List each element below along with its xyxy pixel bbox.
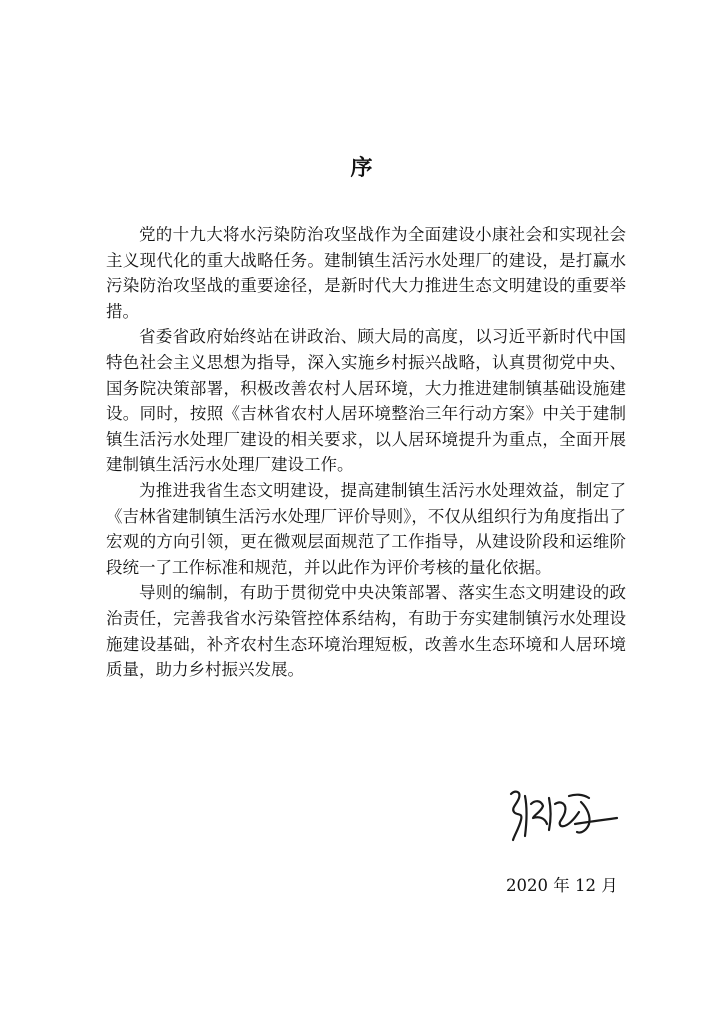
paragraph-2: 省委省政府始终站在讲政治、顾大局的高度，以习近平新时代中国特色社会主义思想为指导，深入实施乡村振兴战略，认真贯彻党中央、国务院决策部署，积极改善农村人居环境，大力推进建制镇基础设施建设。同时，按照《吉林省农村人居环境整治三年行动方案》中关于建制镇生活污水处理厂建设的相关要求，以人居环境提升为重点，全面开展建制镇生活污水处理厂建设工作。 [106,327,626,475]
date-line: 2020 年 12 月 [506,876,618,895]
paragraph-4: 导则的编制，有助于贯彻党中央决策部署、落实生态文明建设的政治责任，完善我省水污染管控体系结构，有助于夯实建制镇污水处理设施建设基础，补齐农村生态环境治理短板，改善水生态环境和人居环境质量，助力乡村振兴发展。 [106,583,626,680]
handwritten-signature [505,782,620,848]
page-title: 序 [350,156,375,181]
paragraph-1: 党的十九大将水污染防治攻坚战作为全面建设小康社会和实现社会主义现代化的重大战略任务。建制镇生活污水处理厂的建设，是打赢水污染防治攻坚战的重要途径，是新时代大力推进生态文明建设的重要举措。 [106,225,626,321]
preface-body [106,222,626,683]
paragraph-3: 为推进我省生态文明建设，提高建制镇生活污水处理效益，制定了《吉林省建制镇生活污水处理厂评价导则》，不仅从组织行为角度指出了宏观的方向引领，更在微观层面规范了工作指导，从建设阶段和运维阶段统一了工作标准和规范，并以此作为评价考核的量化依据。 [106,480,626,577]
